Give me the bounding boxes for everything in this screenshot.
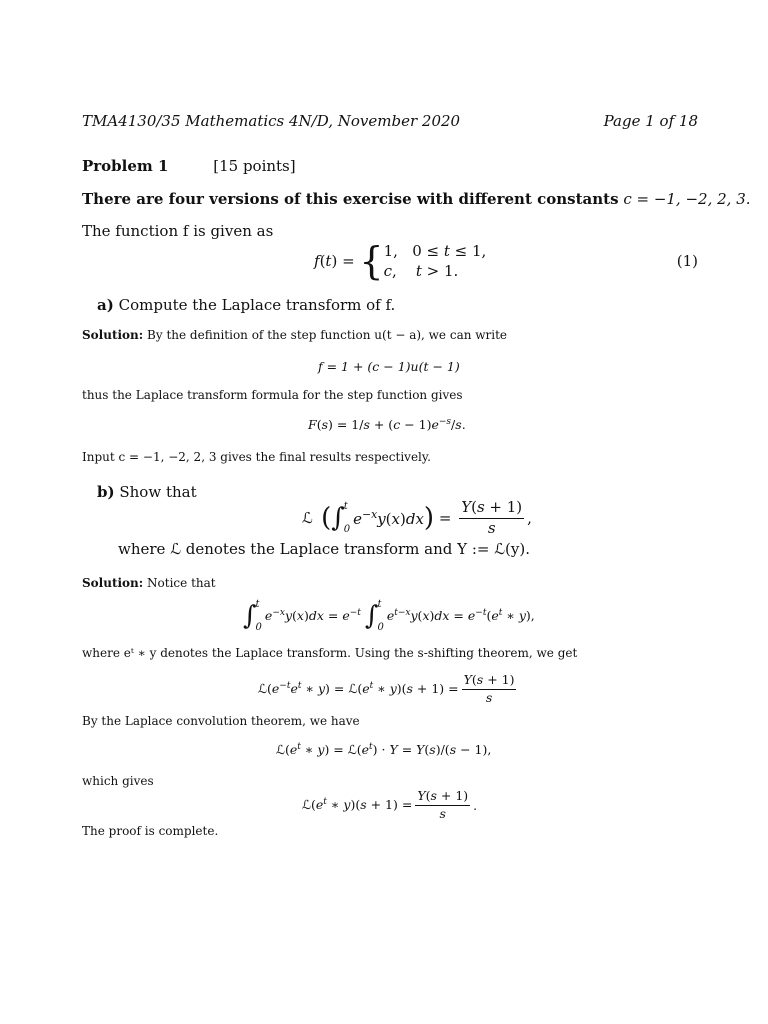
problem-points: [15 points] xyxy=(213,157,296,175)
equation-number: (1) xyxy=(676,252,698,270)
part-b-question xyxy=(97,483,197,501)
part-b-where: where ℒ denotes the Laplace transform and Y := ℒ(y). xyxy=(118,540,530,558)
laplace-step-text: thus the Laplace transform formula for the step function gives xyxy=(82,388,463,402)
part-a-question xyxy=(97,296,395,314)
proof-complete-text: The proof is complete. xyxy=(82,824,219,838)
function-intro: The function f is given as xyxy=(82,222,274,240)
which-gives-text: which gives xyxy=(82,774,154,788)
part-a-solution xyxy=(82,328,507,342)
s-shift-equation: $ℒ(e^{-t}e^t$ ∗ $y) = ℒ(e^t$ ∗ y)(s + 1) = $\frac{Y(s + 1)}{s}$ xyxy=(258,672,515,705)
convolution-theorem-text: By the Laplace convolution theorem, we have xyxy=(82,714,360,728)
page-number: Page 1 of 18 xyxy=(603,112,698,130)
convolution-text: where eᵗ ∗ y denotes the Laplace transform. Using the s-shifting theorem, we get xyxy=(82,646,578,660)
final-equation: $ℒ(e^t$ ∗ y)(s + 1) = $\frac{Y(s + 1)}{s}$ . xyxy=(302,788,478,821)
part-a-label: a) xyxy=(97,296,114,314)
solution-label-b: Solution: xyxy=(82,576,144,590)
versions-constants: c = −1, −2, 2, 3. xyxy=(623,190,751,208)
laplace-result-equation: $F(s) = 1/s + (c - 1)e^{-s}/s$. xyxy=(308,417,466,433)
part-a-text: Compute the Laplace transform of f. xyxy=(118,296,396,314)
solution-text-b: Notice that xyxy=(147,576,216,590)
integral-identity: ∫ t 0 $e^{-x}y(x)dx = e^{-t}$ ∫ t 0 $e^{t-x}y(x)dx = e^{-t}(e^t$ ∗ y), xyxy=(243,599,535,633)
versions-note xyxy=(82,190,751,208)
piecewise-equation: f(t) = { 1, 0 ≤ t ≤ 1, c, t > 1. xyxy=(314,239,487,283)
problem-heading xyxy=(82,157,296,175)
part-b-label: b) xyxy=(97,483,115,501)
convolution-equation: $ℒ(e^t$ ∗ $y) = ℒ(e^t) \cdot Y = Y(s)/(s - 1)$, xyxy=(276,742,492,758)
solution-text-a: By the definition of the step function u(t − a), we can write xyxy=(147,328,508,342)
versions-note-text: There are four versions of this exercise with different constants xyxy=(82,190,619,208)
part-b-text: Show that xyxy=(119,483,197,501)
header-title: TMA4130/35 Mathematics 4N/D, November 2020 xyxy=(82,112,461,130)
problem-title: Problem 1 xyxy=(82,157,169,175)
laplace-integral-claim: ℒ ( ∫ t 0 $e^{-x}y(x)dx$ ) = $\frac{Y(s + 1)}{s}$ , xyxy=(302,498,532,537)
solution-label-a: Solution: xyxy=(82,328,144,342)
part-b-solution xyxy=(82,576,216,590)
input-constants-text: Input c = −1, −2, 2, 3 gives the final results respectively. xyxy=(82,450,431,464)
step-function-equation: f = 1 + (c − 1)u(t − 1) xyxy=(318,359,460,374)
